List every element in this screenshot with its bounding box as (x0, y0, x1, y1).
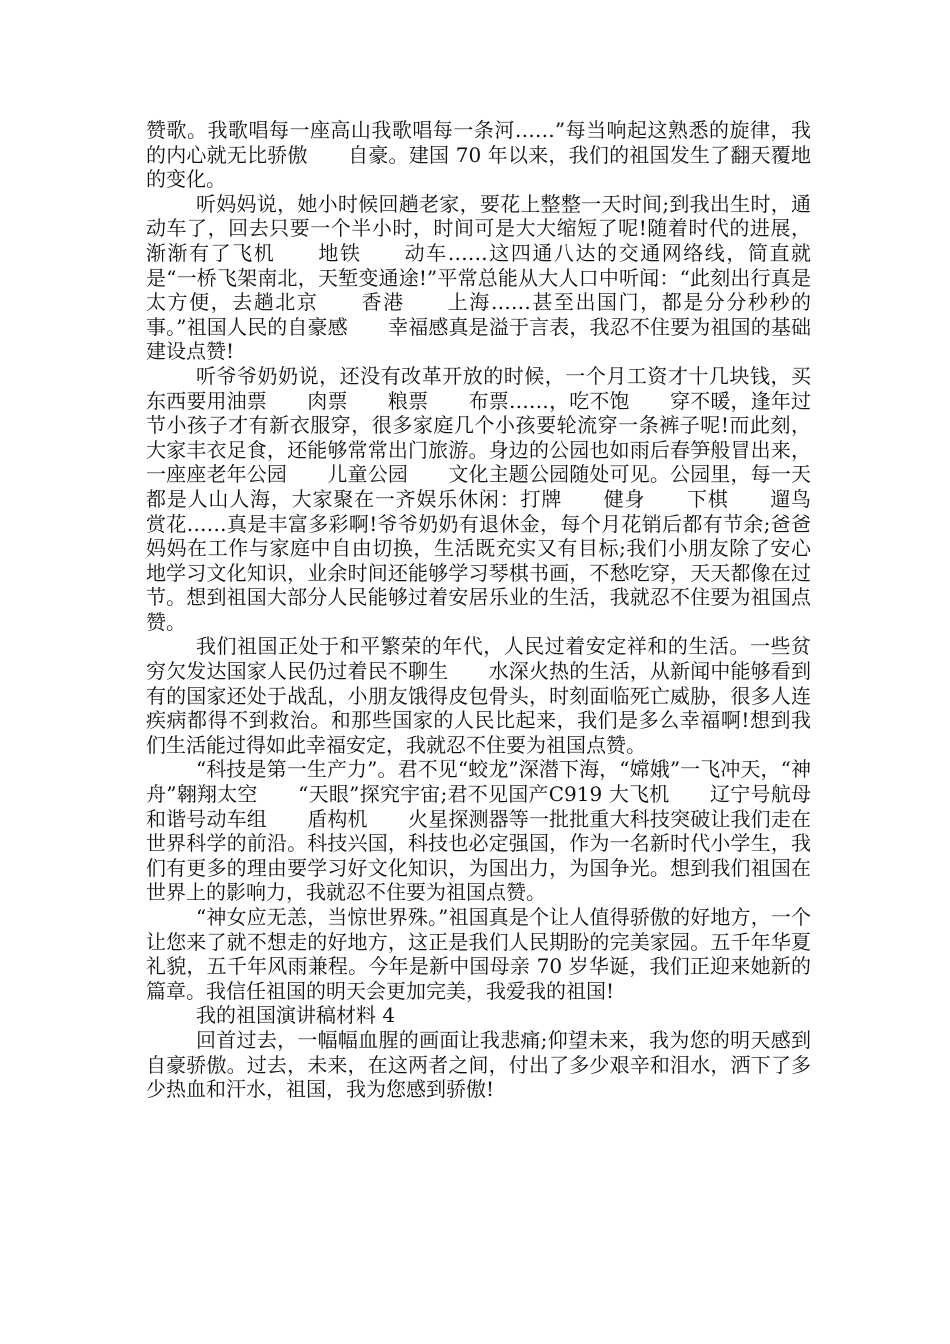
paragraph-homeland: “神女应无恙，当惊世界殊。”祖国真是个让人值得骄傲的好地方，一个让您来了就不想走的好地方，这正是我们人民期盼的完美家园。五千年华夏礼貌，五千年风雨兼程。今年是新中国母亲 70 岁华诞，我们正迎来她新的篇章。我信任祖国的明天会更加完美，我爱我的祖国! (146, 905, 811, 1003)
paragraph-retrospect: 回首过去，一幅幅血腥的画面让我悲痛;仰望未来，我为您的明天感到自豪骄傲。过去，未来，在这两者之间，付出了多少艰辛和泪水，洒下了多少热血和汗水，祖国，我为您感到骄傲! (146, 1027, 811, 1102)
paragraph-intro: 赞歌。我歌唱每一座高山我歌唱每一条河……”每当响起这熟悉的旋律，我的内心就无比骄傲 自豪。建国 70 年以来，我们的祖国发生了翻天覆地的变化。 (146, 118, 811, 192)
paragraph-livelihood: 听爷爷奶奶说，还没有改革开放的时候，一个月工资才十几块钱，买东西要用油票 肉票 粮票 布票……，吃不饱 穿不暖，逢年过节小孩子才有新衣服穿，很多家庭几个小孩要轮流穿一条裤子呢!而此刻，大家丰衣足食，还能够常常出门旅游。身边的公园也如雨后春笋般冒出来，一座座老年公园 儿童公园 文化主题公园随处可见。公园里，每一天都是人山人海，大家聚在一齐娱乐休闲：打牌 健身 下棋 遛鸟 赏花……真是丰富多彩啊!爷爷奶奶有退休金，每个月花销后都有节余;爸爸妈妈在工作与家庭中自由切换，生活既充实又有目标;我们小朋友除了安心地学习文化知识，业余时间还能够学习琴棋书画，不愁吃穿，天天都像在过节。想到祖国大部分人民能够过着安居乐业的生活，我就忍不住要为祖国点赞。 (146, 363, 851, 634)
document-body (146, 118, 851, 1102)
paragraph-transport: 听妈妈说，她小时候回趟老家，要花上整整一天时间;到我出生时，通动车了，回去只要一个半小时，时间可是大大缩短了呢!随着时代的进展，渐渐有了飞机 地铁 动车……这四通八达的交通网络线，简直就是“一桥飞架南北，天堑变通途!”平常总能从大人口中听闻：“此刻出行真是太方便，去趟北京 香港 上海……甚至出国门，都是分分秒秒的事。”祖国人民的自豪感 幸福感真是溢于言表，我忍不住要为祖国的基础建设点赞! (146, 191, 811, 364)
section-heading: 我的祖国演讲稿材料 4 (196, 1003, 396, 1028)
paragraph-peace: 我们祖国正处于和平繁荣的年代，人民过着安定祥和的生活。一些贫穷欠发达国家人民仍过着民不聊生 水深火热的生活，从新闻中能够看到有的国家还处于战乱，小朋友饿得皮包骨头，时刻面临死亡威胁，很多人连疾病都得不到救治。和那些国家的人民比起来，我们是多么幸福啊!想到我们生活能过得如此幸福安定，我就忍不住要为祖国点赞。 (146, 634, 811, 757)
paragraph-technology: “科技是第一生产力”。君不见“蛟龙”深潜下海，“嫦娥”一飞冲天，“神舟”翱翔太空 “天眼”探究宇宙;君不见国产C919 大飞机 辽宁号航母 和谐号动车组 盾构机 火星探测器等一批批重大科技突破让我们走在世界科学的前沿。科技兴国，科技也必定强国，作为一名新时代小学生，我们有更多的理由要学习好文化知识，为国出力，为国争光。想到我们祖国在世界上的影响力，我就忍不住要为祖国点赞。 (146, 757, 851, 905)
